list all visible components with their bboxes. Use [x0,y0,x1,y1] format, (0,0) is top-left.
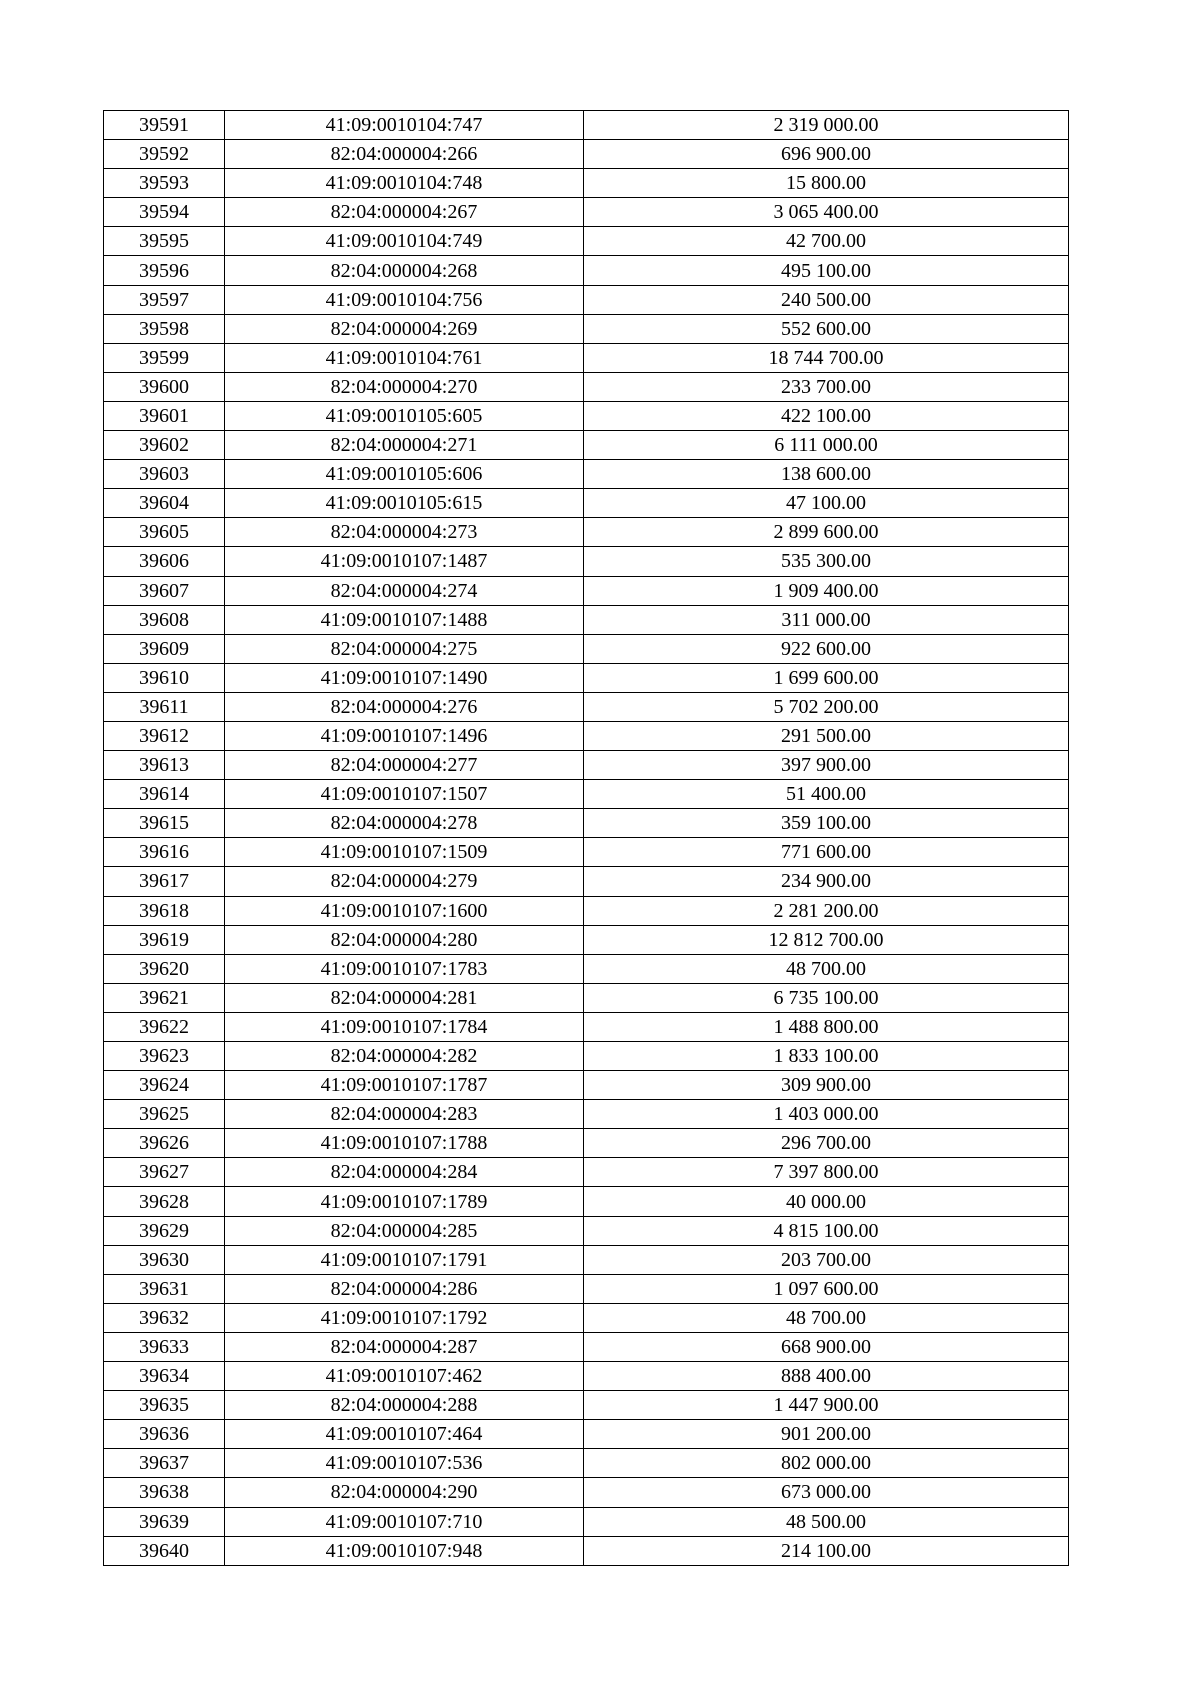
value-cell: 552 600.00 [584,314,1069,343]
value-cell: 214 100.00 [584,1536,1069,1565]
value-cell: 240 500.00 [584,285,1069,314]
row-number-cell: 39614 [104,780,225,809]
row-number-cell: 39622 [104,1012,225,1041]
table-row [104,576,1069,605]
row-number-cell: 39632 [104,1303,225,1332]
cadastral-number-cell: 82:04:000004:271 [225,431,584,460]
table-row [104,111,1069,140]
value-cell: 234 900.00 [584,867,1069,896]
table-row [104,1216,1069,1245]
cadastral-number-cell: 41:09:0010104:749 [225,227,584,256]
table-row [104,1332,1069,1361]
row-number-cell: 39628 [104,1187,225,1216]
cadastral-number-cell: 82:04:000004:276 [225,692,584,721]
value-cell: 922 600.00 [584,634,1069,663]
cadastral-number-cell: 41:09:0010107:462 [225,1362,584,1391]
cadastral-number-cell: 82:04:000004:270 [225,372,584,401]
cadastral-number-cell: 82:04:000004:286 [225,1274,584,1303]
table-row [104,867,1069,896]
value-cell: 48 500.00 [584,1507,1069,1536]
table-row [104,460,1069,489]
table-row [104,169,1069,198]
row-number-cell: 39598 [104,314,225,343]
table-row [104,663,1069,692]
row-number-cell: 39631 [104,1274,225,1303]
table-row [104,838,1069,867]
row-number-cell: 39634 [104,1362,225,1391]
row-number-cell: 39619 [104,925,225,954]
cadastral-number-cell: 41:09:0010107:464 [225,1420,584,1449]
table-row [104,372,1069,401]
table-row [104,1042,1069,1071]
table-row [104,721,1069,750]
row-number-cell: 39610 [104,663,225,692]
value-cell: 359 100.00 [584,809,1069,838]
value-cell: 1 447 900.00 [584,1391,1069,1420]
table-row [104,1274,1069,1303]
cadastral-number-cell: 41:09:0010107:1487 [225,547,584,576]
cadastral-number-cell: 41:09:0010105:606 [225,460,584,489]
row-number-cell: 39611 [104,692,225,721]
value-cell: 4 815 100.00 [584,1216,1069,1245]
value-cell: 397 900.00 [584,751,1069,780]
row-number-cell: 39618 [104,896,225,925]
cadastral-number-cell: 41:09:0010107:1792 [225,1303,584,1332]
table-row [104,1012,1069,1041]
value-cell: 802 000.00 [584,1449,1069,1478]
cadastral-number-cell: 41:09:0010107:710 [225,1507,584,1536]
cadastral-number-cell: 41:09:0010107:1789 [225,1187,584,1216]
table-row [104,692,1069,721]
row-number-cell: 39640 [104,1536,225,1565]
value-cell: 18 744 700.00 [584,343,1069,372]
value-cell: 5 702 200.00 [584,692,1069,721]
value-cell: 12 812 700.00 [584,925,1069,954]
table-row [104,1303,1069,1332]
row-number-cell: 39633 [104,1332,225,1361]
table-row [104,1420,1069,1449]
table-row [104,285,1069,314]
cadastral-number-cell: 82:04:000004:287 [225,1332,584,1361]
row-number-cell: 39603 [104,460,225,489]
row-number-cell: 39625 [104,1100,225,1129]
value-cell: 1 699 600.00 [584,663,1069,692]
cadastral-value-table [103,110,1069,1566]
row-number-cell: 39612 [104,721,225,750]
table-row [104,1129,1069,1158]
value-cell: 901 200.00 [584,1420,1069,1449]
cadastral-number-cell: 41:09:0010107:1490 [225,663,584,692]
cadastral-number-cell: 41:09:0010104:761 [225,343,584,372]
value-cell: 296 700.00 [584,1129,1069,1158]
table-row [104,751,1069,780]
cadastral-number-cell: 82:04:000004:279 [225,867,584,896]
value-cell: 1 097 600.00 [584,1274,1069,1303]
row-number-cell: 39630 [104,1245,225,1274]
cadastral-number-cell: 82:04:000004:278 [225,809,584,838]
table-row [104,1478,1069,1507]
row-number-cell: 39591 [104,111,225,140]
row-number-cell: 39595 [104,227,225,256]
value-cell: 422 100.00 [584,401,1069,430]
row-number-cell: 39615 [104,809,225,838]
row-number-cell: 39626 [104,1129,225,1158]
value-cell: 3 065 400.00 [584,198,1069,227]
value-cell: 138 600.00 [584,460,1069,489]
row-number-cell: 39617 [104,867,225,896]
table-row [104,1245,1069,1274]
cadastral-number-cell: 82:04:000004:288 [225,1391,584,1420]
row-number-cell: 39635 [104,1391,225,1420]
row-number-cell: 39605 [104,518,225,547]
cadastral-number-cell: 41:09:0010107:1509 [225,838,584,867]
value-cell: 668 900.00 [584,1332,1069,1361]
cadastral-number-cell: 82:04:000004:290 [225,1478,584,1507]
table-row [104,1449,1069,1478]
row-number-cell: 39629 [104,1216,225,1245]
table-row [104,1391,1069,1420]
value-cell: 2 281 200.00 [584,896,1069,925]
cadastral-number-cell: 41:09:0010104:747 [225,111,584,140]
row-number-cell: 39637 [104,1449,225,1478]
value-cell: 40 000.00 [584,1187,1069,1216]
cadastral-number-cell: 41:09:0010107:1784 [225,1012,584,1041]
table-row [104,925,1069,954]
table-body [104,111,1069,1566]
row-number-cell: 39602 [104,431,225,460]
table-row [104,401,1069,430]
value-cell: 47 100.00 [584,489,1069,518]
value-cell: 309 900.00 [584,1071,1069,1100]
row-number-cell: 39594 [104,198,225,227]
value-cell: 311 000.00 [584,605,1069,634]
row-number-cell: 39627 [104,1158,225,1187]
value-cell: 15 800.00 [584,169,1069,198]
value-cell: 1 488 800.00 [584,1012,1069,1041]
table-row [104,1187,1069,1216]
value-cell: 1 909 400.00 [584,576,1069,605]
table-row [104,489,1069,518]
row-number-cell: 39636 [104,1420,225,1449]
table-row [104,1071,1069,1100]
cadastral-number-cell: 41:09:0010107:1787 [225,1071,584,1100]
row-number-cell: 39639 [104,1507,225,1536]
table-row [104,1507,1069,1536]
row-number-cell: 39599 [104,343,225,372]
table-row [104,314,1069,343]
row-number-cell: 39596 [104,256,225,285]
value-cell: 2 319 000.00 [584,111,1069,140]
row-number-cell: 39597 [104,285,225,314]
value-cell: 6 111 000.00 [584,431,1069,460]
row-number-cell: 39606 [104,547,225,576]
value-cell: 673 000.00 [584,1478,1069,1507]
cadastral-number-cell: 82:04:000004:266 [225,140,584,169]
cadastral-number-cell: 82:04:000004:269 [225,314,584,343]
cadastral-number-cell: 82:04:000004:277 [225,751,584,780]
row-number-cell: 39624 [104,1071,225,1100]
cadastral-number-cell: 82:04:000004:283 [225,1100,584,1129]
table-row [104,431,1069,460]
value-cell: 48 700.00 [584,1303,1069,1332]
cadastral-number-cell: 41:09:0010107:1788 [225,1129,584,1158]
table-row [104,140,1069,169]
value-cell: 535 300.00 [584,547,1069,576]
row-number-cell: 39638 [104,1478,225,1507]
table-row [104,1536,1069,1565]
row-number-cell: 39616 [104,838,225,867]
table-row [104,809,1069,838]
cadastral-number-cell: 82:04:000004:285 [225,1216,584,1245]
cadastral-number-cell: 41:09:0010107:1791 [225,1245,584,1274]
cadastral-number-cell: 82:04:000004:282 [225,1042,584,1071]
cadastral-number-cell: 41:09:0010104:748 [225,169,584,198]
table-row [104,1100,1069,1129]
cadastral-number-cell: 41:09:0010107:1600 [225,896,584,925]
table-row [104,983,1069,1012]
row-number-cell: 39620 [104,954,225,983]
value-cell: 291 500.00 [584,721,1069,750]
table-row [104,198,1069,227]
value-cell: 696 900.00 [584,140,1069,169]
row-number-cell: 39621 [104,983,225,1012]
value-cell: 888 400.00 [584,1362,1069,1391]
value-cell: 48 700.00 [584,954,1069,983]
table-row [104,518,1069,547]
cadastral-number-cell: 41:09:0010107:1488 [225,605,584,634]
value-cell: 2 899 600.00 [584,518,1069,547]
row-number-cell: 39592 [104,140,225,169]
table-row [104,634,1069,663]
cadastral-number-cell: 41:09:0010105:605 [225,401,584,430]
row-number-cell: 39613 [104,751,225,780]
value-cell: 7 397 800.00 [584,1158,1069,1187]
row-number-cell: 39600 [104,372,225,401]
cadastral-number-cell: 82:04:000004:273 [225,518,584,547]
cadastral-number-cell: 41:09:0010107:1496 [225,721,584,750]
value-cell: 6 735 100.00 [584,983,1069,1012]
table-row [104,227,1069,256]
cadastral-number-cell: 82:04:000004:267 [225,198,584,227]
table-row [104,896,1069,925]
table-row [104,1362,1069,1391]
cadastral-number-cell: 41:09:0010104:756 [225,285,584,314]
row-number-cell: 39609 [104,634,225,663]
row-number-cell: 39623 [104,1042,225,1071]
cadastral-number-cell: 82:04:000004:268 [225,256,584,285]
value-cell: 1 833 100.00 [584,1042,1069,1071]
cadastral-number-cell: 41:09:0010107:1507 [225,780,584,809]
table-row [104,954,1069,983]
value-cell: 51 400.00 [584,780,1069,809]
row-number-cell: 39608 [104,605,225,634]
cadastral-number-cell: 82:04:000004:275 [225,634,584,663]
table-row [104,343,1069,372]
cadastral-number-cell: 41:09:0010107:1783 [225,954,584,983]
value-cell: 203 700.00 [584,1245,1069,1274]
cadastral-number-cell: 41:09:0010107:536 [225,1449,584,1478]
table-row [104,256,1069,285]
cadastral-number-cell: 82:04:000004:274 [225,576,584,605]
row-number-cell: 39593 [104,169,225,198]
cadastral-number-cell: 82:04:000004:281 [225,983,584,1012]
cadastral-number-cell: 82:04:000004:284 [225,1158,584,1187]
value-cell: 233 700.00 [584,372,1069,401]
table-row [104,780,1069,809]
table-row [104,1158,1069,1187]
value-cell: 1 403 000.00 [584,1100,1069,1129]
value-cell: 771 600.00 [584,838,1069,867]
table-row [104,547,1069,576]
cadastral-number-cell: 41:09:0010105:615 [225,489,584,518]
table-row [104,605,1069,634]
cadastral-number-cell: 41:09:0010107:948 [225,1536,584,1565]
row-number-cell: 39604 [104,489,225,518]
row-number-cell: 39607 [104,576,225,605]
value-cell: 495 100.00 [584,256,1069,285]
row-number-cell: 39601 [104,401,225,430]
value-cell: 42 700.00 [584,227,1069,256]
cadastral-number-cell: 82:04:000004:280 [225,925,584,954]
